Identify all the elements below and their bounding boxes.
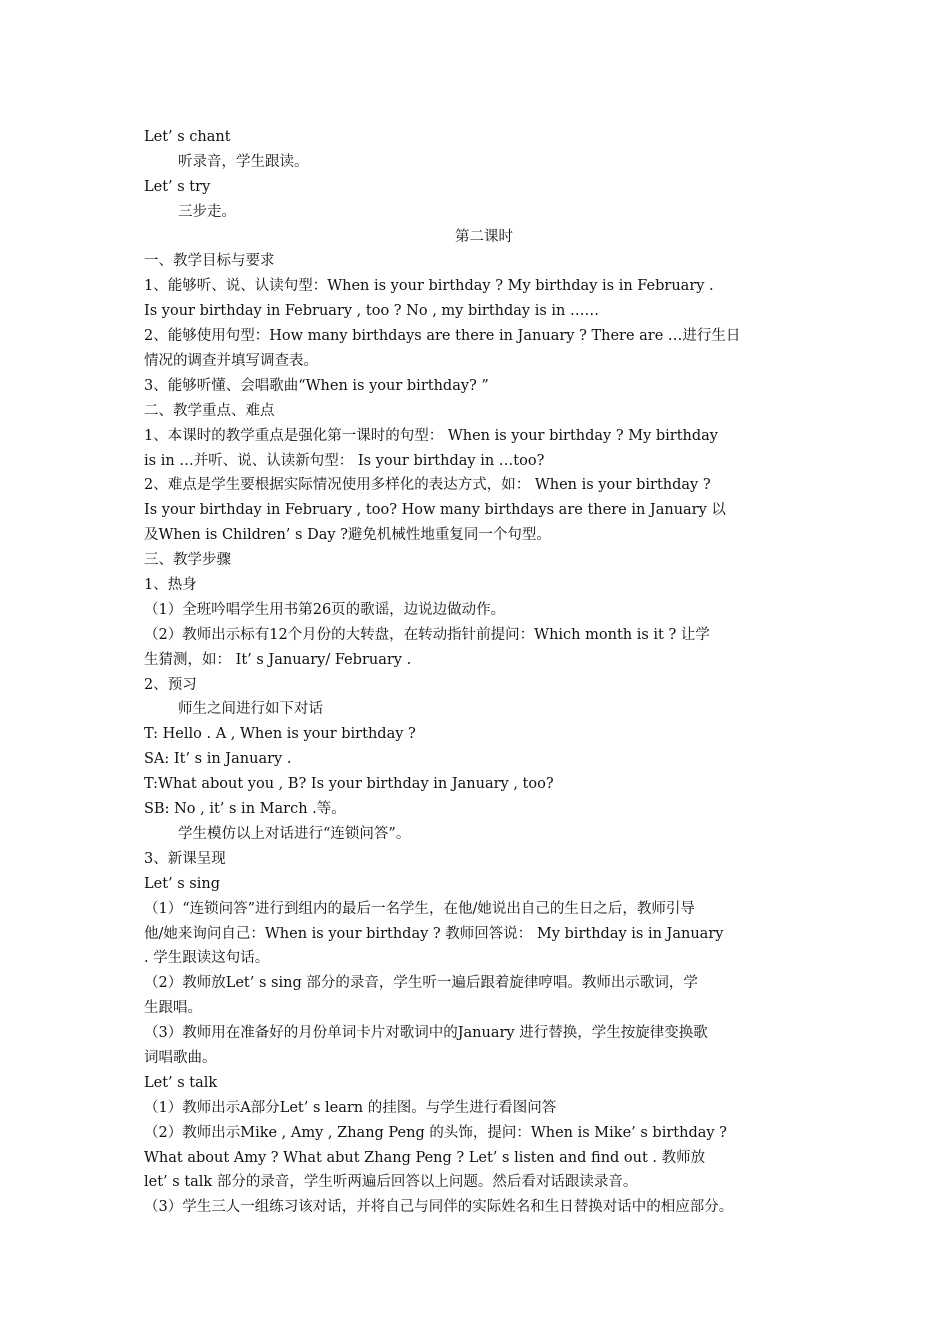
text-line: 1、本课时的教学重点是强化第一课时的句型： When is your birthday ? My birthday — [144, 427, 719, 444]
text-line: 学生模仿以上对话进行“连锁问答”。 — [178, 825, 411, 842]
text-line: 生猜测，如： It’ s January/ February . — [144, 651, 412, 668]
heading-lets-try: Let’ s try — [144, 178, 211, 195]
text-line: （3）学生三人一组练习该对话，并将自己与同伴的实际姓名和生日替换对话中的相应部分。 — [144, 1199, 734, 1216]
section-heading: 二、教学重点、难点 — [144, 402, 275, 419]
text-line: 师生之间进行如下对话 — [178, 701, 323, 718]
subsection-heading: 3、新课呈现 — [144, 850, 226, 867]
heading-lets-talk: Let’ s talk — [144, 1074, 218, 1091]
dialogue-line: SA: It’ s in January . — [144, 751, 292, 768]
text-line: 情况的调查并填写调查表。 — [144, 353, 318, 370]
heading-lets-sing: Let’ s sing — [144, 875, 221, 892]
text-line: Is your birthday in February , too ? No , my birthday is in …… — [144, 303, 599, 320]
section-heading: 一、教学目标与要求 — [144, 253, 275, 270]
text-line: （2）教师放Let’ s sing 部分的录音，学生听一遍后跟着旋律哼唱。教师出示歌词，学 — [144, 975, 698, 992]
text-line: 3、能够听懂、会唱歌曲“When is your birthday? ” — [144, 377, 489, 394]
dialogue-line: SB: No , it’ s in March .等。 — [144, 801, 346, 818]
text-line: . 学生跟读这句话。 — [144, 950, 270, 967]
text-line: （1）教师出示A部分Let’ s learn 的挂图。与学生进行看图问答 — [144, 1099, 557, 1116]
text-line: （2）教师出示Mike , Amy , Zhang Peng 的头饰，提问：When is Mike’ s birthday ? — [144, 1124, 727, 1141]
text-line: 听录音，学生跟读。 — [178, 153, 309, 170]
text-line: （3）教师用在准备好的月份单词卡片对歌词中的January 进行替换，学生按旋律变换歌 — [144, 1025, 708, 1042]
subsection-heading: 1、热身 — [144, 577, 197, 594]
text-line: 他/她来询问自己：When is your birthday ? 教师回答说： My birthday is in January — [144, 925, 724, 942]
document-page — [144, 125, 824, 1220]
text-line: What about Amy ? What abut Zhang Peng ? Let’ s listen and find out . 教师放 — [144, 1149, 706, 1166]
text-line: （1）全班吟唱学生用书第26页的歌谣，边说边做动作。 — [144, 601, 506, 618]
text-line: 2、难点是学生要根据实际情况使用多样化的表达方式，如： When is your birthday ? — [144, 477, 711, 494]
text-line: （1）“连锁问答”进行到组内的最后一名学生，在他/她说出自己的生日之后，教师引导 — [144, 900, 695, 917]
text-line: 1、能够听、说、认读句型：When is your birthday ? My birthday is in February . — [144, 278, 714, 295]
lesson-title: 第二课时 — [455, 228, 513, 245]
section-heading: 三、教学步骤 — [144, 552, 231, 569]
heading-lets-chant: Let’ s chant — [144, 129, 231, 145]
text-line: 词唱歌曲。 — [144, 1049, 217, 1066]
text-line: 及When is Children’ s Day ?避免机械性地重复同一个句型。 — [144, 527, 551, 544]
dialogue-line: T:What about you , B? Is your birthday in January , too? — [144, 776, 554, 793]
text-line: 生跟唱。 — [144, 1000, 202, 1017]
text-line: is in …并听、说、认读新句型： Is your birthday in …too? — [144, 452, 545, 469]
dialogue-line: T: Hello . A , When is your birthday ? — [144, 726, 416, 743]
text-line: （2）教师出示标有12个月份的大转盘，在转动指针前提问：Which month is it ? 让学 — [144, 626, 710, 643]
text-line: Is your birthday in February , too? How many birthdays are there in January 以 — [144, 502, 726, 519]
text-line: 三步走。 — [178, 203, 236, 220]
text-line: let’ s talk 部分的录音，学生听两遍后回答以上问题。然后看对话跟读录音。 — [144, 1174, 638, 1191]
subsection-heading: 2、预习 — [144, 676, 197, 693]
text-line: 2、能够使用句型：How many birthdays are there in January ? There are …进行生日 — [144, 328, 741, 345]
